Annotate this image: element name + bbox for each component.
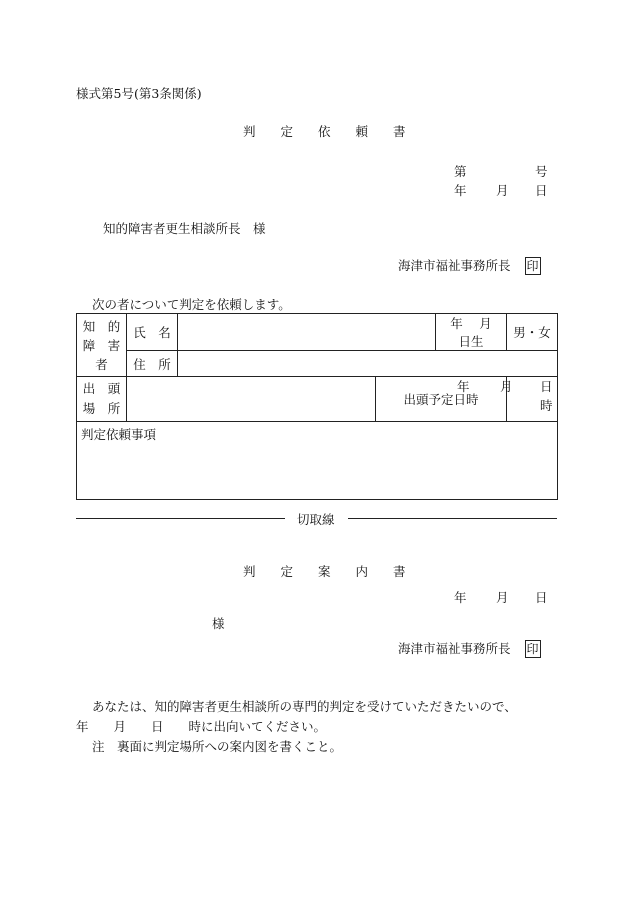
cut-line-left <box>76 518 285 519</box>
gender-label: 男・女 <box>507 314 558 351</box>
request-items-cell <box>77 422 558 500</box>
sched-year: 年 <box>457 379 470 394</box>
intro-text: 次の者について判定を依頼します。 <box>92 297 291 312</box>
guide-seal-stamp: 印 <box>526 642 539 656</box>
person-label-cell <box>77 314 127 377</box>
guide-title: 判 定 案 内 書 <box>243 564 406 579</box>
guide-sender-block <box>398 639 541 658</box>
cut-line-label: 切取線 <box>297 512 335 527</box>
sender-block <box>398 256 541 275</box>
date-year: 年 <box>454 183 467 198</box>
birth-label: 年 月 日生 <box>436 314 507 351</box>
ref-dai: 第 <box>454 164 467 179</box>
guide-sender-name: 海津市福祉事務所長 <box>398 641 511 656</box>
appear-label-line1: 出 頭 <box>82 381 121 396</box>
sched-day: 日 <box>540 379 553 394</box>
person-label-line3: 者 <box>95 356 108 372</box>
guide-date-month: 月 <box>496 590 509 605</box>
address-value-cell <box>178 351 558 377</box>
name-value-cell <box>178 314 436 351</box>
person-label-line2: 障 害 <box>82 337 121 353</box>
date-day: 日 <box>535 183 548 198</box>
sched-hour: 時 <box>540 398 553 413</box>
body-line1: あなたは、知的障害者更生相談所の専門的判定を受けていただきたいので、 <box>92 699 517 714</box>
guide-date-day: 日 <box>535 590 548 605</box>
request-title: 判 定 依 頼 書 <box>243 124 406 139</box>
request-table <box>76 313 558 500</box>
sender-name: 海津市福祉事務所長 <box>398 258 511 273</box>
appear-label-cell <box>77 377 127 422</box>
addressee: 知的障害者更生相談所長 様 <box>103 221 266 236</box>
appear-label-line2: 場 所 <box>82 401 121 416</box>
scheduled-label-cell <box>376 377 507 422</box>
request-items-label: 判定依頼事項 <box>81 427 157 442</box>
form-number: 様式第5号(第3条関係) <box>76 86 202 101</box>
date-month: 月 <box>496 183 509 198</box>
guide-date-year: 年 <box>454 590 467 605</box>
address-label: 住 所 <box>127 351 178 377</box>
body-line2: 年 月 日 時に出向いてください。 <box>76 719 327 734</box>
seal-stamp: 印 <box>526 259 539 273</box>
cut-line-right <box>348 518 557 519</box>
appear-place-cell <box>127 377 376 422</box>
note-text: 注 裏面に判定場所への案内図を書くこと。 <box>92 739 343 754</box>
scheduled-label: 出頭予定日時 <box>403 392 479 407</box>
ref-go: 号 <box>535 164 548 179</box>
name-label: 氏 名 <box>127 314 178 351</box>
guide-addressee-suffix: 様 <box>212 616 225 631</box>
sched-month: 月 <box>500 379 513 394</box>
person-label-line1: 知 的 <box>82 318 121 334</box>
